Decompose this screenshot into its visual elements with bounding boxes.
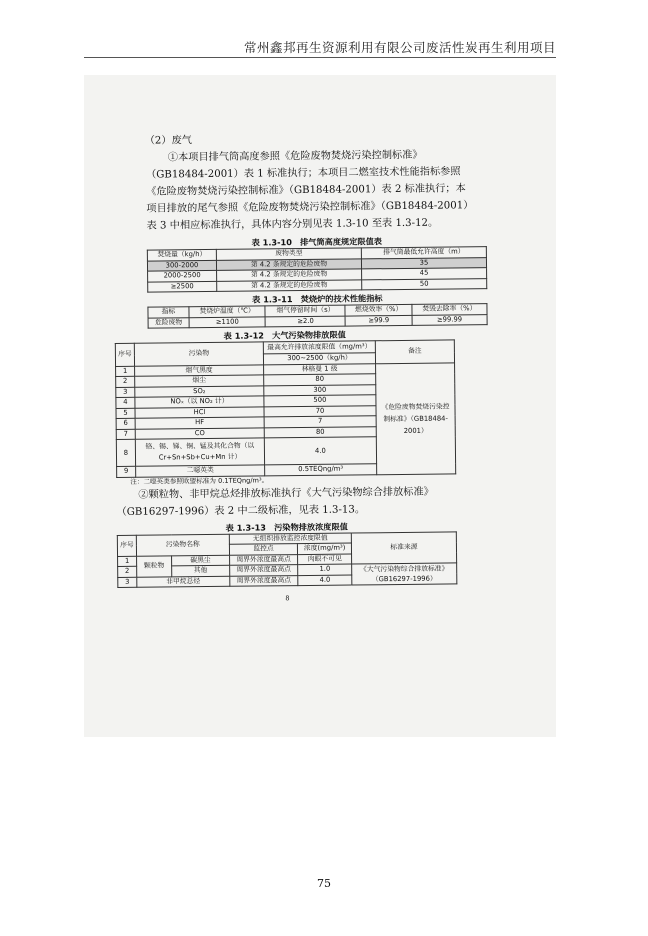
header-title: 常州鑫邦再生资源利用有限公司废活性炭再生利用项目: [243, 40, 556, 55]
paragraph-line: 表 3 中相应标准执行，具体内容分别见表 1.3-10 至表 1.3-12。: [146, 217, 439, 232]
cell: 碳黑尘: [172, 555, 230, 566]
cell: 70: [264, 405, 376, 417]
cell: 第 4.2 条规定的危险废物: [217, 269, 362, 281]
t13-header: 标准来源: [351, 531, 456, 564]
cell: 7: [264, 416, 376, 428]
header-rule: [84, 57, 556, 58]
cell: 4: [116, 397, 135, 408]
t12-header: 污染物: [134, 342, 263, 366]
paragraph-line: ②颗粒物、非甲烷总烃排放标准执行《大气污染物综合排放标准》: [138, 486, 434, 501]
t13-header: 序号: [117, 535, 136, 556]
cell: 2: [118, 566, 137, 577]
t11-header: 烟气停留时间（s）: [265, 305, 345, 316]
cell: 危险废物: [148, 317, 189, 328]
cell: ≥2500: [148, 281, 217, 292]
table-10: [147, 246, 487, 293]
page-header: [0, 0, 648, 57]
scan-content: [112, 75, 538, 604]
table-11-caption: 表 1.3-11 焚烧炉的技术性能指标: [252, 293, 383, 305]
section-heading: （2）废气: [144, 135, 192, 147]
cell: 第 4.2 条规定的危险废物: [216, 258, 361, 270]
cell: 周界外浓度最高点: [229, 565, 298, 576]
t11-header: 焚烧炉温度（℃）: [189, 306, 266, 317]
cell: 2000-2500: [148, 270, 217, 281]
cell: 3: [118, 577, 137, 588]
t10-header: 排气筒最低允许高度（m）: [361, 247, 486, 259]
cell: 其他: [172, 565, 230, 576]
t13-header: 浓度(mg/m³): [298, 543, 352, 554]
paragraph-line: 《危险废物焚烧污染控制标准》（GB18484-2001）表 2 标准执行；本: [146, 183, 466, 198]
cell: 非甲烷总烃: [137, 576, 230, 587]
cell: 300-2000: [147, 260, 216, 271]
cell: 第 4.2 条规定的危险废物: [217, 279, 362, 291]
cell: 0.5TEQng/m³: [265, 464, 377, 476]
t13-header: 污染物名称: [136, 534, 229, 556]
cell: 7: [116, 429, 135, 440]
cell: HF: [135, 417, 264, 429]
cell: 6: [116, 418, 135, 429]
t11-header: 燃烧效率（%）: [345, 304, 412, 315]
cell: 1.0: [298, 564, 352, 575]
t10-header: 废物类型: [216, 248, 361, 260]
cell: ≥2.0: [266, 316, 346, 327]
page-number: 75: [317, 877, 331, 890]
scanned-page: [84, 75, 556, 737]
t10-header: 焚烧量（kg/h）: [147, 249, 216, 260]
t13-source-cell: 《大气污染物综合排放标准》（GB16297-1996）: [352, 563, 457, 585]
cell: 周界外浓度最高点: [229, 554, 298, 565]
cell: 肉眼不可见: [298, 554, 352, 565]
cell: 300: [264, 384, 376, 396]
cell: ≥99.99: [412, 314, 487, 325]
cell: 45: [362, 268, 487, 280]
t12-header: 最高允许排放浓度限值（mg/m³）: [263, 341, 375, 354]
cell: NOₓ（以 NO₂ 计）: [135, 396, 264, 408]
inner-page-number: 8: [285, 594, 290, 603]
paragraph-line: ①本项目排气筒高度参照《危险废物焚烧污染控制标准》: [167, 149, 423, 164]
paragraph-line: （GB18484-2001）表 1 标准执行；本项目二燃室技术性能指标参照: [145, 166, 461, 181]
t12-note-cell: 《危险废物焚烧污染控制标准》（GB18484-2001）: [376, 362, 456, 474]
paragraph-line: （GB16297-1996）表 2 中二级标准，见表 1.3-13。: [116, 503, 366, 518]
cell: 2: [116, 376, 135, 387]
cell: 3: [116, 387, 135, 398]
cell: 50: [362, 278, 487, 290]
cell: 8: [116, 439, 135, 466]
t11-header: 指标: [148, 307, 189, 318]
t12-header: 备注: [375, 340, 454, 363]
table-12-caption: 表 1.3-12 大气污染物排放限值: [223, 329, 346, 341]
cell: 35: [361, 257, 486, 269]
cell: 烟气黑度: [135, 364, 264, 376]
cell: 80: [264, 374, 376, 386]
cell: HCl: [135, 406, 264, 418]
cell: SO₂: [135, 385, 264, 397]
paragraph-line: 项目排放的尾气参照《危险废物焚烧污染控制标准》（GB18484-2001）: [146, 200, 474, 215]
table-12: [115, 339, 456, 477]
table-13-caption: 表 1.3-13 污染物排放浓度限值: [225, 521, 348, 533]
t12-header: 300~2500（kg/h）: [263, 353, 375, 365]
table-12-footnote: 注：二噁英类参照欧盟标准为 0.1TEQng/m³。: [130, 475, 269, 486]
cell: 500: [264, 395, 376, 407]
t11-header: 焚毁去除率（%）: [412, 304, 487, 315]
t13-header: 监控点: [229, 544, 298, 555]
cell: 林格曼 1 级: [264, 363, 376, 375]
cell: ≥1100: [189, 316, 266, 327]
cell: 1: [118, 556, 137, 567]
cell: 4.0: [264, 437, 376, 465]
cell: ≥99.9: [346, 315, 413, 326]
table-10-caption: 表 1.3-10 排气筒高度规定限值表: [251, 236, 383, 248]
cell: 4.0: [298, 575, 352, 586]
cell: 铬、锡、锑、铜、锰及其化合物（以 Cr+Sn+Sb+Cu+Mn 计）: [135, 438, 264, 466]
t13-header: 无组织排放监控浓度限值: [229, 533, 351, 545]
cell: 烟尘: [135, 375, 264, 387]
t12-header: 序号: [115, 343, 134, 366]
cell: CO: [135, 427, 264, 439]
cell: 5: [116, 408, 135, 419]
cell: 1: [116, 366, 135, 377]
table-13: [117, 531, 458, 588]
cell: 颗粒物: [137, 555, 172, 576]
cell: 80: [264, 426, 376, 438]
cell: 周界外浓度最高点: [230, 575, 299, 586]
cell: 9: [117, 466, 136, 477]
cell: 二噁英类: [136, 465, 265, 477]
